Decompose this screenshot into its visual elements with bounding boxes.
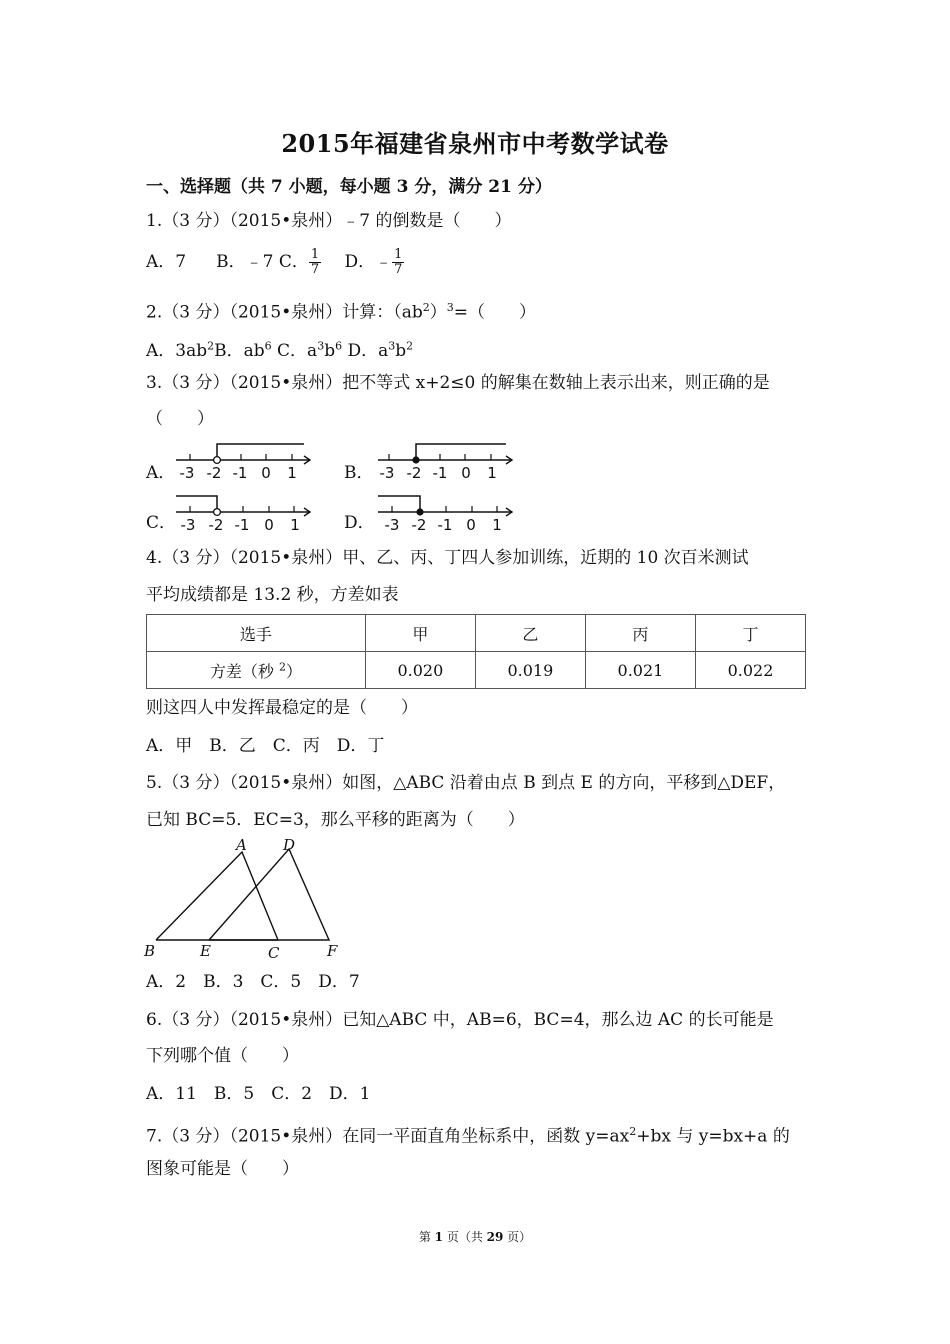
tick-label: -3: [379, 464, 395, 482]
vertex-label-e: E: [200, 942, 211, 960]
vertex-label-f: F: [327, 942, 338, 960]
q2-option-c: C．$a^3b^6$: [277, 339, 343, 361]
tick-label: -1: [432, 464, 448, 482]
total-page-count: 29: [486, 1230, 504, 1244]
q1-fraction-c: $\frac{1}{7}$: [310, 247, 320, 277]
q1-option-c: C．: [278, 252, 309, 272]
tick-label: 0: [261, 464, 271, 482]
table-row: [147, 652, 806, 689]
q2-options: [146, 335, 413, 362]
table-header-cell: 丙: [585, 615, 695, 652]
tick-label: -2: [406, 464, 422, 482]
q1-fraction-d: $\frac{1}{7}$: [394, 247, 403, 277]
q1-option-d: D．﹣: [344, 252, 393, 272]
vertex-label-c: C: [268, 944, 280, 962]
vertex-label-b: B: [144, 942, 156, 960]
q3-option-d: D．: [344, 513, 375, 533]
tick-label: -3: [179, 464, 195, 482]
q3-option-c: C．: [146, 513, 177, 533]
number-line-c: [170, 490, 320, 536]
tick-label: -3: [384, 516, 400, 534]
q4-stem-line2: 平均成绩都是 13.2 秒，方差如表: [146, 585, 399, 605]
page-footer: 第 1 页（共 29 页）: [418, 1230, 532, 1244]
q2-stem: 2.（3 分）（2015•泉州）计算：$(ab^2)^3=$（ ）: [146, 301, 536, 323]
table-header-cell: 选手: [147, 615, 366, 652]
tick-label: -2: [208, 516, 224, 534]
q2-option-a: A．$3ab^2$: [146, 339, 215, 361]
translation-triangle-figure: [140, 836, 350, 964]
table-row-label: 方差（秒 $^2$）: [147, 652, 366, 689]
q7-stem-line1: 7.（3 分）（2015•泉州）在同一平面直角坐标系中，函数 $y=ax^2+bx$ 与 y=bx+a 的: [146, 1125, 790, 1147]
table-header-row: [147, 615, 806, 652]
q1-option-a: A．7: [146, 252, 187, 272]
tick-label: -1: [232, 464, 248, 482]
q3-option-a: A．: [146, 463, 176, 483]
tick-label: 1: [290, 516, 300, 534]
tick-label: 1: [287, 464, 297, 482]
tick-label: -1: [234, 516, 250, 534]
table-cell: 0.019: [475, 652, 585, 689]
table-cell: 0.021: [585, 652, 695, 689]
section-heading: 一、选择题（共 7 小题，每小题 3 分，满分 21 分）: [146, 177, 552, 197]
table-header-cell: 乙: [475, 615, 585, 652]
tick-label: -2: [411, 516, 427, 534]
q1-stem: 1.（3 分）（2015•泉州）﹣7 的倒数是（ ）: [146, 211, 512, 231]
variance-table: [146, 614, 806, 689]
q7-stem-line2: 图象可能是（ ）: [146, 1159, 299, 1179]
table-header-cell: 丁: [695, 615, 805, 652]
current-page-number: 1: [434, 1230, 443, 1244]
page-title: 2015年福建省泉州市中考数学试卷: [281, 129, 669, 158]
tick-label: 1: [492, 516, 502, 534]
q3-option-b: B．: [344, 463, 374, 483]
q2-option-d: D．$a^3b^2$: [347, 339, 414, 361]
q3-stem-line1: 3.（3 分）（2015•泉州）把不等式 x+2≤0 的解集在数轴上表示出来，则正确的是: [146, 373, 770, 393]
number-line-a: [170, 438, 320, 484]
table-cell: 0.020: [365, 652, 475, 689]
q2-option-b: B．$ab^6$: [214, 339, 272, 361]
number-line-d: [372, 490, 522, 536]
table-cell: 0.022: [695, 652, 805, 689]
q6-stem-line1: 6.（3 分）（2015•泉州）已知△ABC 中，AB=6，BC=4，那么边 AC 的长可能是: [146, 1010, 774, 1030]
tick-label: -3: [180, 516, 196, 534]
q5-options: A．2 B．3 C．5 D．7: [146, 972, 360, 992]
q6-options: A．11 B．5 C．2 D．1: [146, 1084, 371, 1104]
number-line-b: [372, 438, 522, 484]
q6-stem-line2: 下列哪个值（ ）: [146, 1046, 299, 1066]
tick-label: -1: [437, 516, 453, 534]
q4-stem-line3: 则这四人中发挥最稳定的是（ ）: [146, 698, 418, 718]
tick-label: 0: [264, 516, 274, 534]
q4-options: A．甲 B．乙 C．丙 D．丁: [146, 736, 385, 756]
vertex-label-d: D: [283, 836, 296, 854]
tick-label: 0: [466, 516, 476, 534]
q3-stem-line2: （ ）: [146, 409, 214, 429]
q1-options: [146, 248, 404, 277]
q4-stem-line1: 4.（3 分）（2015•泉州）甲、乙、丙、丁四人参加训练，近期的 10 次百米测试: [146, 548, 749, 568]
tick-label: -2: [206, 464, 222, 482]
table-header-cell: 甲: [365, 615, 475, 652]
q5-stem-line1: 5.（3 分）（2015•泉州）如图，△ABC 沿着由点 B 到点 E 的方向，平移到△DEF，: [146, 773, 786, 793]
tick-label: 0: [461, 464, 471, 482]
q5-stem-line2: 已知 BC=5．EC=3，那么平移的距离为（ ）: [146, 810, 525, 830]
q1-option-b: B．﹣7: [216, 252, 274, 272]
tick-label: 1: [487, 464, 497, 482]
vertex-label-a: A: [236, 836, 247, 854]
